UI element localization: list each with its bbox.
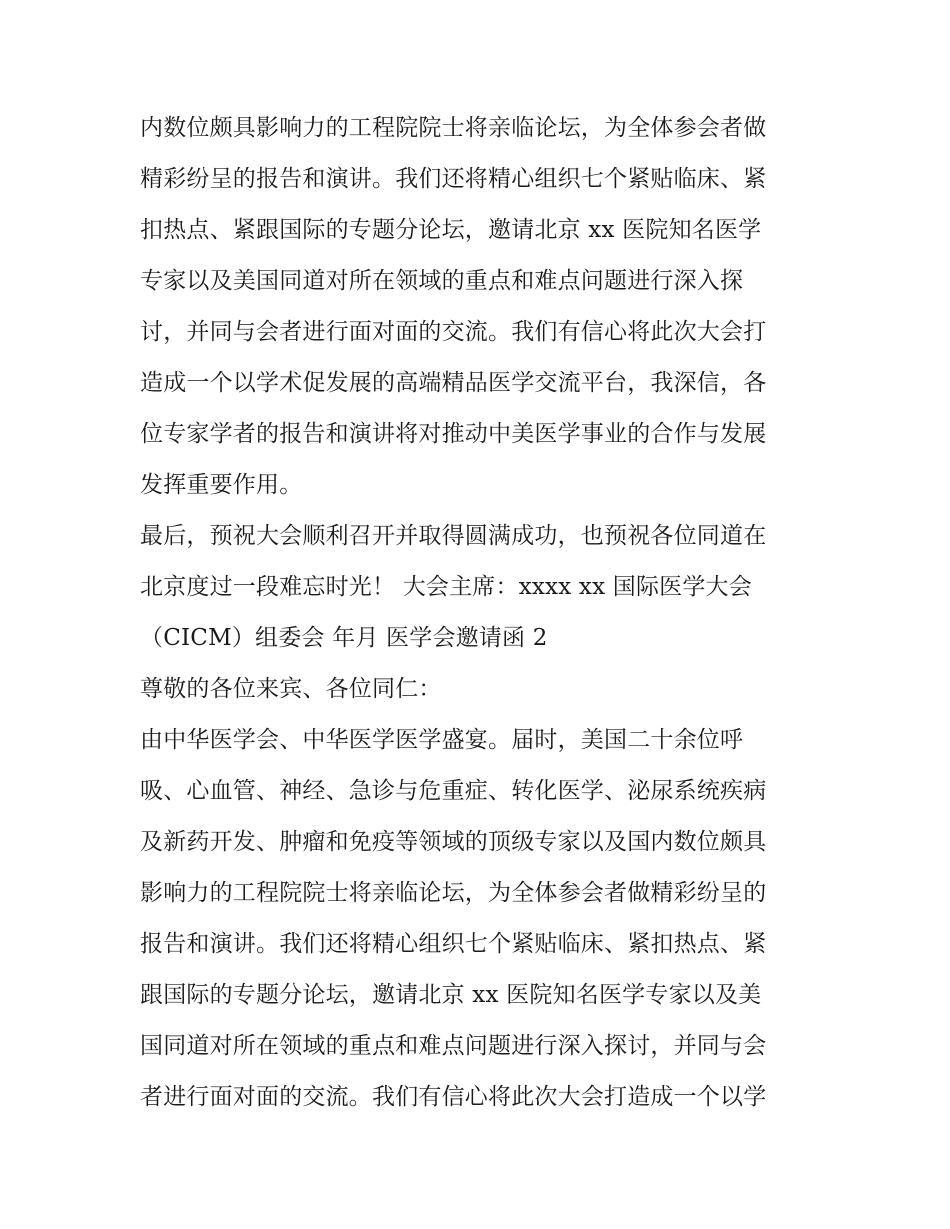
- text-line: 内数位颇具影响力的工程院院士将亲临论坛，为全体参会者做: [140, 115, 767, 141]
- salutation-line: 尊敬的各位来宾、各位同仁：: [140, 676, 442, 702]
- text-line: 吸、心血管、神经、急诊与危重症、转化医学、泌尿系统疾病: [140, 778, 767, 804]
- text-line: 讨，并同与会者进行面对面的交流。我们有信心将此次大会打: [140, 319, 767, 345]
- text-line: （CICM）组委会 年月 医学会邀请函 2: [140, 625, 548, 651]
- text-line: 及新药开发、肿瘤和免疫等领域的顶级专家以及国内数位颇具: [140, 829, 767, 855]
- text-line: 北京度过一段难忘时光！ 大会主席：xxxx xx 国际医学大会: [140, 574, 752, 600]
- text-line: 国同道对所在领域的重点和难点问题进行深入探讨，并同与会: [140, 1033, 767, 1059]
- text-line: 影响力的工程院院士将亲临论坛，为全体参会者做精彩纷呈的: [140, 880, 767, 906]
- text-line: 跟国际的专题分论坛，邀请北京 xx 医院知名医学专家以及美: [140, 982, 762, 1008]
- text-line: 发挥重要作用。: [140, 472, 303, 498]
- text-line: 扣热点、紧跟国际的专题分论坛，邀请北京 xx 医院知名医学: [140, 217, 762, 243]
- text-line: 最后，预祝大会顺利召开并取得圆满成功，也预祝各位同道在: [140, 523, 767, 549]
- text-line: 位专家学者的报告和演讲将对推动中美医学事业的合作与发展: [140, 421, 767, 447]
- text-line: 报告和演讲。我们还将精心组织七个紧贴临床、紧扣热点、紧: [140, 931, 767, 957]
- text-line: 者进行面对面的交流。我们有信心将此次大会打造成一个以学: [140, 1084, 767, 1110]
- text-line: 由中华医学会、中华医学医学盛宴。届时，美国二十余位呼: [140, 727, 744, 753]
- text-line: 精彩纷呈的报告和演讲。我们还将精心组织七个紧贴临床、紧: [140, 166, 767, 192]
- text-line: 造成一个以学术促发展的高端精品医学交流平台，我深信，各: [140, 370, 767, 396]
- document-body: [140, 103, 830, 1123]
- text-line: 专家以及美国同道对所在领域的重点和难点问题进行深入探: [140, 268, 744, 294]
